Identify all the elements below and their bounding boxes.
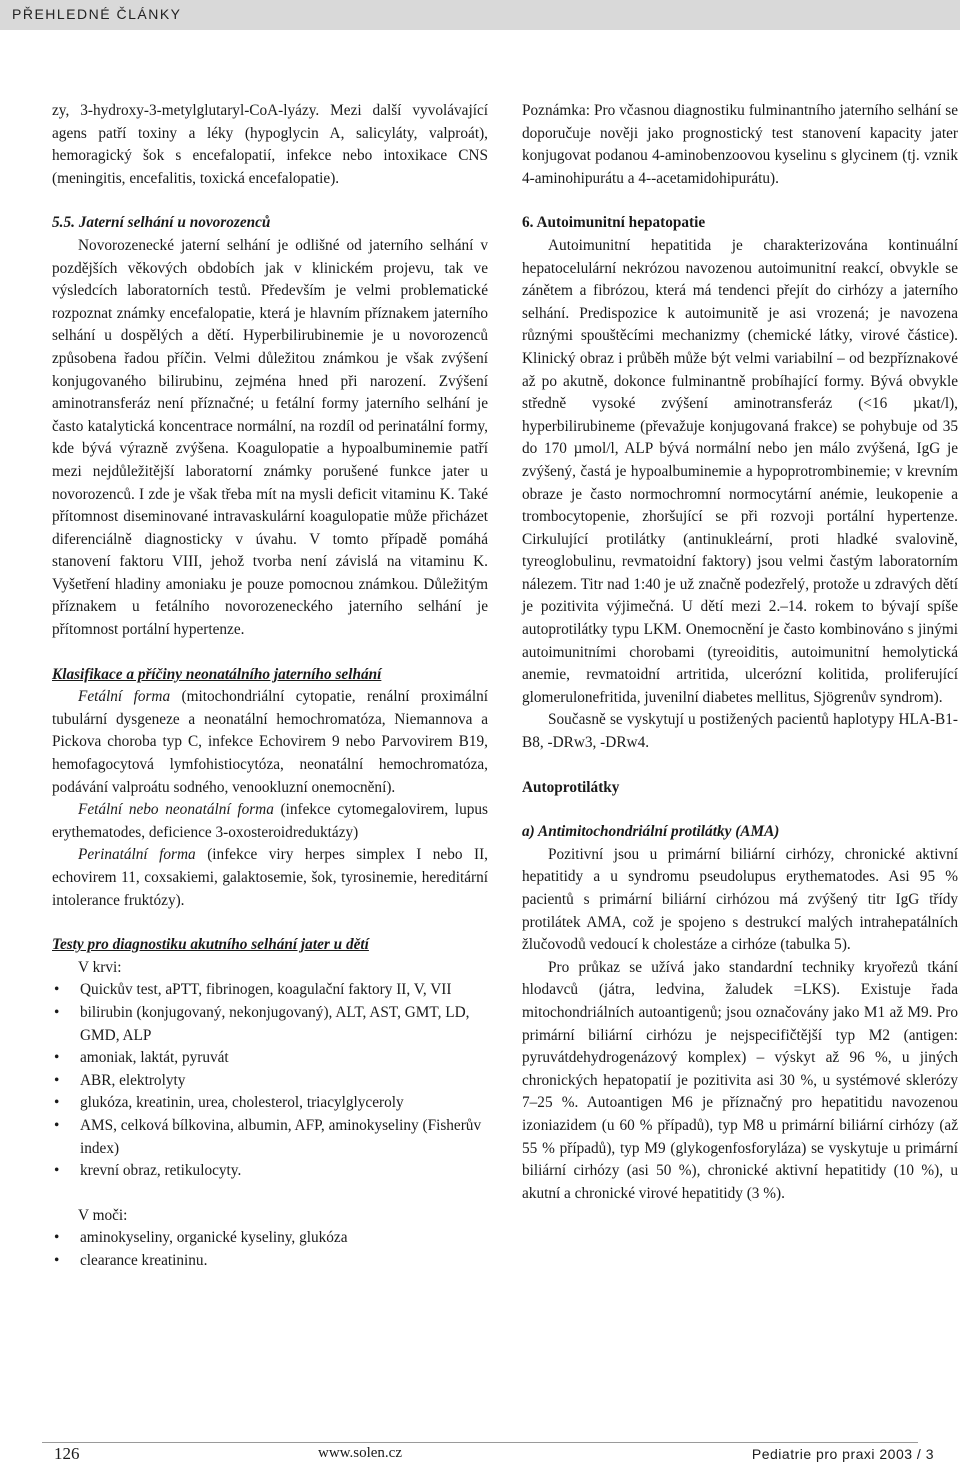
paragraph: Pro průkaz se užívá jako standardní techniky kryořezů tkání hlodavců (játra, ledvina, žaludek =LKS). Existuje řada mitochondriálních autoantigenů; jsou označovány jako M1 až M9. Pro primární biliární cirhózu je nejspecifičtější typ M2 (antigen: pyruvátdehydrogenázový komplex) – výskyt až 96 %, u jiných chronických hepatopatií je pozitivita asi 30 %, u systémové sklerózy 7–25 %. Autoantigen M6 je příznačný pro hepatitidu navozenou izoniazidem (u 60 % případů), typ M8 u primární biliární cirhózy (až 55 % případů), typ M9 (glykogenfosforyláza) se vyskytuje u primární biliární cirhózy (asi 50 %), chronické aktivní hepatitidy (10 %), u akutní a chronické virové hepatitidy (3 %).: [522, 958, 958, 1202]
list-item: • amoniak, laktát, pyruvát: [52, 1047, 488, 1070]
list-item: • AMS, celková bílkovina, albumin, AFP, aminokyseliny (Fisherův index): [52, 1115, 488, 1160]
list-item: • aminokyseliny, organické kyseliny, glukóza: [52, 1227, 488, 1250]
bullet-list: [52, 1227, 488, 1272]
left-column: [52, 100, 488, 1273]
header-bar: [0, 0, 960, 30]
page-number: 126: [54, 1444, 80, 1463]
term-text: (infekce cytomegalovirem, lupus erythematodes, deficience 3-oxosteroidreduktázy): [52, 801, 488, 841]
list-item: • ABR, elektrolyty: [52, 1070, 488, 1093]
list-item: • clearance kreatininu.: [52, 1250, 488, 1273]
paragraph: zy, 3-hydroxy-3-metylglutaryl-CoA-lyázy. Mezi další vyvolávající agens patří toxiny a léky (hypoglycin A, salicyláty, valproát), hemoragický šok s encefalopatií, infekce nebo intoxikace CNS (meningitis, encefalitis, toxická encefalopatie).: [52, 102, 488, 187]
list-label: V krvi:: [78, 958, 122, 976]
term-label: Perinatální forma: [78, 846, 196, 864]
subsection-heading: Autoprotilátky: [522, 778, 620, 796]
page-footer: [0, 1434, 960, 1469]
right-column: [522, 100, 958, 1205]
term-label: Fetální nebo neonatální forma: [78, 801, 274, 819]
paragraph: [52, 799, 488, 844]
section-heading: 6. Autoimunitní hepatopatie: [522, 214, 706, 232]
subsection-heading: a) Antimitochondriální protilátky (AMA): [522, 823, 780, 841]
note-paragraph: Poznámka: Pro včasnou diagnostiku fulminantního jaterního selhání se doporučuje nověji jako prognostický test stanovení kapacity jater konjugovat podanou 4-aminobenzoovou kyselinu s glycinem (tj. vznik 4-aminohipurátu a 4--acetamidohipurátu).: [522, 102, 958, 187]
paragraph: Současně se vyskytují u postižených pacientů haplotypy HLA-B1-B8, -DRw3, -DRw4.: [522, 711, 958, 752]
paragraph: [52, 844, 488, 912]
list-item: • Quickův test, aPTT, fibrinogen, koagulační faktory II, V, VII: [52, 979, 488, 1002]
subsection-heading: Klasifikace a příčiny neonatálního jaterního selhání: [52, 665, 382, 683]
footer-divider: [42, 1442, 918, 1443]
list-item: • bilirubin (konjugovaný, nekonjugovaný), ALT, AST, GMT, LD, GMD, ALP: [52, 1002, 488, 1047]
list-item: • krevní obraz, retikulocyty.: [52, 1160, 488, 1183]
term-text: (infekce viry herpes simplex I nebo II, echovirem 11, coxsakiemi, galaktosemie, šok, tyrosinemie, hereditární intolerance fruktózy).: [52, 846, 489, 909]
paragraph: Novorozenecké jaterní selhání je odlišné od jaterního selhání v pozdějších věkových obdobích jak v klinickém projevu, tak ve výsledcích laboratorních testů. Především je velmi problematické rozpoznat známky encefalopatie, která je hlavním příznakem jaterního selhání u dospělých a dětí. Hyperbilirubinemie je u novorozenců způsobena řadou příčin. Velmi důležitou známkou je však zvýšení konjugovaného bilirubinu, zejména hned při narození. Zvýšení aminotransferáz není příznačné; u fetální formy jaterního selhání je často katalytická koncentrace normální, na rozdíl od perinatální formy, kde bývá výrazně zvýšena. Koagulopatie a hypoalbuminemie patří mezi nejdůležitější laboratorní známky porušené funkce jater u novorozenců. I zde je však třeba mít na mysli deficit vitaminu K. Také přítomnost diseminované intravaskulární koagulopatie může přicházet diferenciálně diagnosticky v úvahu. V tomto případě pomáhá stanovení faktoru VIII, jehož tvorba není závislá na vitaminu K. Vyšetření hladiny amoniaku je pouze pomocnou známkou. Důležitým příznakem u fetálního novorozeneckého jaterního selhání je přítomnost portální hypertenze.: [52, 236, 488, 639]
section-label: PŘEHLEDNÉ ČLÁNKY: [12, 6, 182, 22]
term-label: Fetální forma: [78, 688, 171, 706]
bullet-list: [52, 979, 488, 1182]
website-link[interactable]: www.solen.cz: [318, 1445, 403, 1461]
paragraph: Autoimunitní hepatitida je charakterizována kontinuální hepatocelulární nekrózou navozenou autoimunitní reakcí, obvykle se zánětem a fibrózou, která má tendenci přejít do cirhózy a jaterního selhání. Predispozice k autoimunitě je asi vrozená; je navozena různými spouštěcími mechanizmy (chemické látky, virové částice). Klinický obraz i průběh může být velmi variabilní – od bezpříznakové až po akutně, dokonce fulminantně probíhající formy. Bývá obvykle středně vysoké zvýšení aminotransferáz (<16 µkat/l), hyperbilirubineme (převažuje konjugovaná frakce) se pohybuje od 35 do 170 µmol/l, ALP bývá normální nebo jen málo zvýšená, IgG je zvýšený, častá je hypoalbuminemie a hypoprotrombinemie; v krevním obraze je často normochromní normocytární anémie, leukopenie a trombocytopenie, zhoršující se při rozvoji portální hypertenze. Cirkulující protilátky (antinukleární, proti hladké svalovině, tyreoglobulinu, revmatoidní faktory) jsou velmi častým laboratorním nálezem. Titr nad 1:40 je už značně podezřelý, protože u zdravých dětí je pozitivita výjimečná. U dětí mezi 2.–14. rokem to bývají spíše autoprotilátky typu LKM. Onemocnění je často kombinováno s jinými autoimunitními chorobami (tyreoiditis, autoimunitní hemolytická anemie, revmatoidní artritida, ulcerózní kolitida, proliferující glomerulonefritida, juvenilní diabetes mellitus, Sjögrenův syndrom).: [522, 236, 958, 706]
section-heading: 5.5. Jaterní selhání u novorozenců: [52, 214, 271, 232]
list-item: • glukóza, kreatinin, urea, cholesterol, triacylglyceroly: [52, 1092, 488, 1115]
subsection-heading: Testy pro diagnostiku akutního selhání jater u dětí: [52, 936, 369, 954]
term-text: (mitochondriální cytopatie, renální proximální tubulární dysgeneze a neonatální hemochromatóza, Niemannova a Pickova choroba typ C, infekce Echovirem 9 nebo Parvovirem B19, hemofagocytová lymfohistiocytóza, neonatální hemochromatóza, podávání valproátu sodného, venookluzní onemocnění).: [52, 688, 488, 796]
journal-title: Pediatrie pro praxi 2003 / 3: [751, 1446, 934, 1462]
paragraph: Pozitivní jsou u primární biliární cirhózy, chronické aktivní hepatitidy a u syndromu pseudolupus erythematodes. Asi 95 % pacientů s primární biliární cirhózou má zvýšený titr IgG třídy protilátek AMA, což je spojeno s destrukcí malých intrahepatálních žlučovodů vedoucí k cholestáze a cirhóze (tabulka 5).: [522, 845, 958, 954]
paragraph: [52, 686, 488, 799]
list-label: V moči:: [78, 1206, 128, 1224]
